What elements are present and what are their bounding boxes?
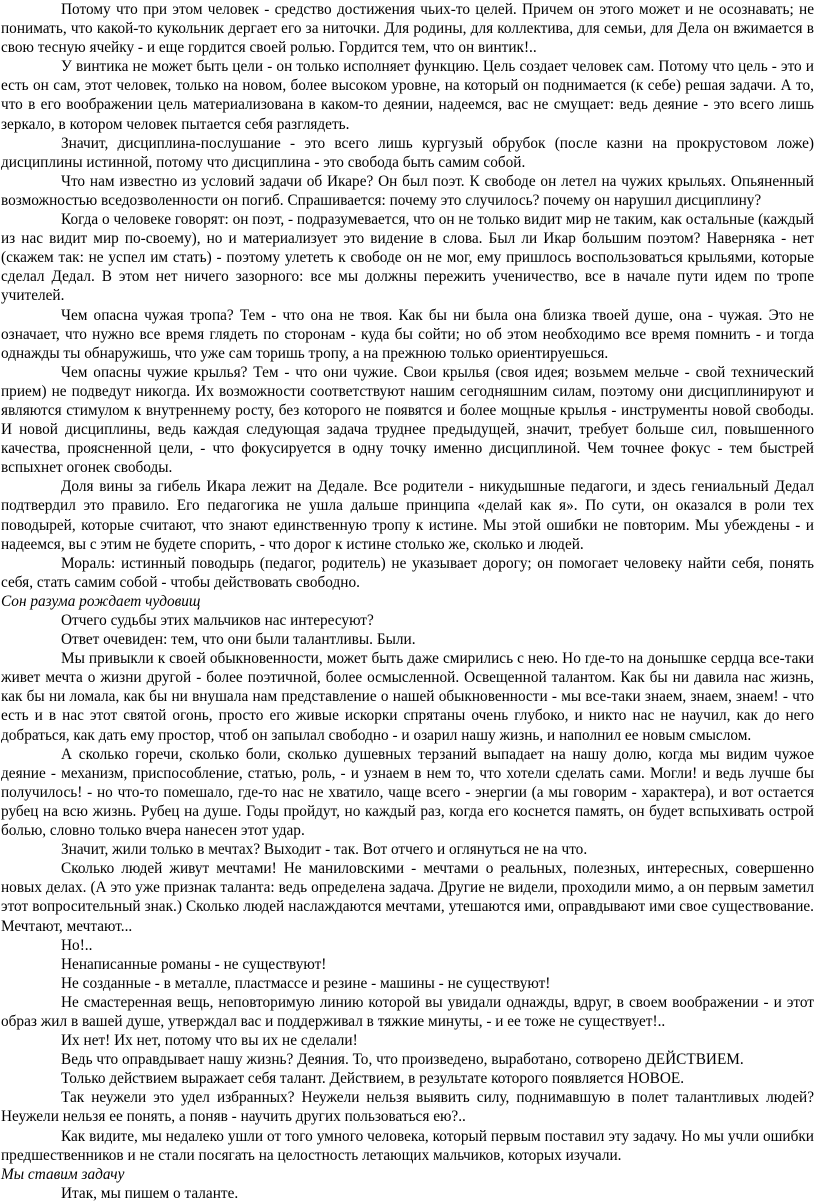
paragraph: Не смастеренная вещь, неповторимую линию которой вы увидали однажды, вдруг, в своем воображении - и этот образ жил в вашей душе, утверждал вас и поддерживал в тяжкие минуты, - и ее тоже не существует!.. bbox=[1, 993, 814, 1030]
paragraph: Что нам известно из условий задачи об Икаре? Он был поэт. К свободе он летел на чужих крыльях. Опьяненный возможностью вседозволенности он погиб. Спрашивается: почему это случилось? почему он нарушил дисциплину? bbox=[1, 172, 814, 209]
section-heading: Сон разума рождает чудовищ bbox=[1, 592, 201, 610]
paragraph: Потому что при этом человек - средство достижения чьих-то целей. Причем он этого может и не осознавать; не понимать, что какой-то кукольник дергает его за ниточки. Для родины, для коллектива, для семьи, для Дела он вжимается в свою тесную ячейку - и еще гордится своей ролью. Гордится тем, что он винтик!.. bbox=[1, 1, 814, 57]
paragraph: У винтика не может быть цели - он только исполняет функцию. Цель создает человек сам. Потому что цель - это и есть он сам, этот человек, только на новом, более высоком уровне, на который он поднимается (к себе) решая задачи. А то, что в его воображении цель материализована в каком-то деянии, надеемся, вас не смущает: ведь деяние - это всего лишь зеркало, в котором человек пытается себя разглядеть. bbox=[1, 58, 814, 133]
paragraph: Ведь что оправдывает нашу жизнь? Деяния. То, что произведено, выработано, сотворено ДЕЙСТВИЕМ. bbox=[61, 1051, 744, 1069]
paragraph: Мораль: истинный поводырь (педагог, родитель) не указывает дорогу; он помогает человеку найти себя, понять себя, стать самим собой - чтобы действовать свободно. bbox=[1, 554, 814, 591]
paragraph: Значит, жили только в мечтах? Выходит - так. Вот отчего и оглянуться не на что. bbox=[61, 841, 588, 859]
paragraph: Не созданные - в металле, пластмассе и резине - машины - не существуют! bbox=[61, 974, 551, 992]
paragraph: Только действием выражает себя талант. Действием, в результате которого появляется НОВОЕ. bbox=[61, 1070, 685, 1088]
paragraph: Чем опасна чужая тропа? Тем - что она не твоя. Как бы ни была она близка твоей душе, она - чужая. Это не означает, что нужно все время глядеть по сторонам - куда бы сойти; но об этом необходимо все время помнить - и тогда однажды ты обнаружишь, что уже сам торишь тропу, а на прежнюю только ориентируешься. bbox=[1, 306, 814, 362]
paragraph: Итак, мы пишем о таланте. bbox=[61, 1184, 239, 1202]
paragraph: Но!.. bbox=[61, 936, 93, 954]
paragraph: Как видите, мы недалеко ушли от того умного человека, который первым поставил эту задачу. Но мы учли ошибки предшественников и не стали посягать на целостность летающих мальчиков, которых изучали. bbox=[1, 1127, 814, 1164]
paragraph: Их нет! Их нет, потому что вы их не сделали! bbox=[61, 1032, 358, 1050]
paragraph: Когда о человеке говорят: он поэт, - подразумевается, что он не только видит мир не таким, как остальные (каждый из нас видит мир по-своему), но и материализует это видение в слова. Был ли Икар большим поэтом? Наверняка - нет (скажем так: не успел им стать) - поэтому улететь к свободе он не мог, ему пришлось воспользоваться крыльями, которые сделал Дедал. В этом нет ничего зазорного: все мы должны пережить ученичество, все в начале пути идем по тропе учителей. bbox=[1, 211, 814, 305]
paragraph: Ответ очевиден: тем, что они были талантливы. Были. bbox=[61, 631, 416, 649]
paragraph: Чем опасны чужие крылья? Тем - что они чужие. Свои крылья (своя идея; возьмем мельче - свой технический прием) не подведут никогда. Их возможности соответствуют нашим сегодняшним силам, поэтому они дисциплинируют и являются стимулом к внутреннему росту, без которого не появятся и более мощные крылья - инструменты новой свободы. И новой дисциплины, ведь каждая следующая задача труднее предыдущей, значит, требует больше сил, повышенного качества, проясненной цели, - что фокусируется в одну точку именно дисциплиной. Чем точнее фокус - тем быстрей вспыхнет огонек свободы. bbox=[1, 363, 814, 477]
paragraph: Сколько людей живут мечтами! Не маниловскими - мечтами о реальных, полезных, интересных, совершенно новых делах. (А это уже признак таланта: ведь определена задача. Другие не видели, проходили мимо, а он первым заметил этот вопросительный знак.) Сколько людей наслаждаются мечтами, утешаются ими, оправдывают ими свое существование. Мечтают, мечтают... bbox=[1, 860, 814, 935]
section-heading: Мы ставим задачу bbox=[1, 1165, 125, 1183]
paragraph: Доля вины за гибель Икара лежит на Дедале. Все родители - никудышные педагоги, и здесь гениальный Дедал подтвердил это правило. Его педагогика не ушла дальше принципа «делай как я». По сути, он оказался в роли тех поводырей, которые считают, что знают единственную тропу к истине. Мы этой ошибки не повторим. Мы убеждены - и надеемся, вы с этим не будете спорить, - что дорог к истине столько же, сколько и людей. bbox=[1, 478, 814, 553]
paragraph: Значит, дисциплина-послушание - это всего лишь кургузый обрубок (после казни на прокрустовом ложе) дисциплины истинной, потому что дисциплина - это свобода быть самим собой. bbox=[1, 134, 814, 171]
paragraph: Мы привыкли к своей обыкновенности, может быть даже смирились с нею. Но где-то на донышке сердца все-таки живет мечта о жизни другой - более поэтичной, более осмысленной. Освещенной талантом. Как бы ни давила нас жизнь, как бы ни ломала, как бы ни внушала нам представление о нашей обыкновенности - мы все-таки знаем, знаем, знаем! - что есть и в нас этот святой огонь, просто его живые искорки спрятаны очень глубоко, и никто нас не научил, как до него добраться, как дать ему простор, чтоб он запылал свободно - и озарил нашу жизнь, и наполнил ее новым смыслом. bbox=[1, 650, 814, 744]
paragraph: А сколько горечи, сколько боли, сколько душевных терзаний выпадает на нашу долю, когда мы видим чужое деяние - механизм, приспособление, статью, роль, - и узнаем в нем то, что хотели сделать сами. Могли! и ведь лучше бы получилось! - но что-то помешало, где-то нас не хватило, чаще всего - энергии (а мы говорим - характера), и вот остается рубец на всю жизнь. Рубец на душе. Годы пройдут, но каждый раз, когда его коснется память, он будет вспыхивать острой болью, словно только вчера нанесен этот удар. bbox=[1, 745, 814, 840]
paragraph: Отчего судьбы этих мальчиков нас интересуют? bbox=[61, 612, 374, 629]
paragraph: Ненаписанные романы - не существуют! bbox=[61, 955, 327, 973]
paragraph: Так неужели это удел избранных? Неужели нельзя выявить силу, поднимавшую в полет талантливых людей? Неужели нельзя ее понять, а поняв - научить других пользоваться ею?.. bbox=[1, 1089, 814, 1126]
